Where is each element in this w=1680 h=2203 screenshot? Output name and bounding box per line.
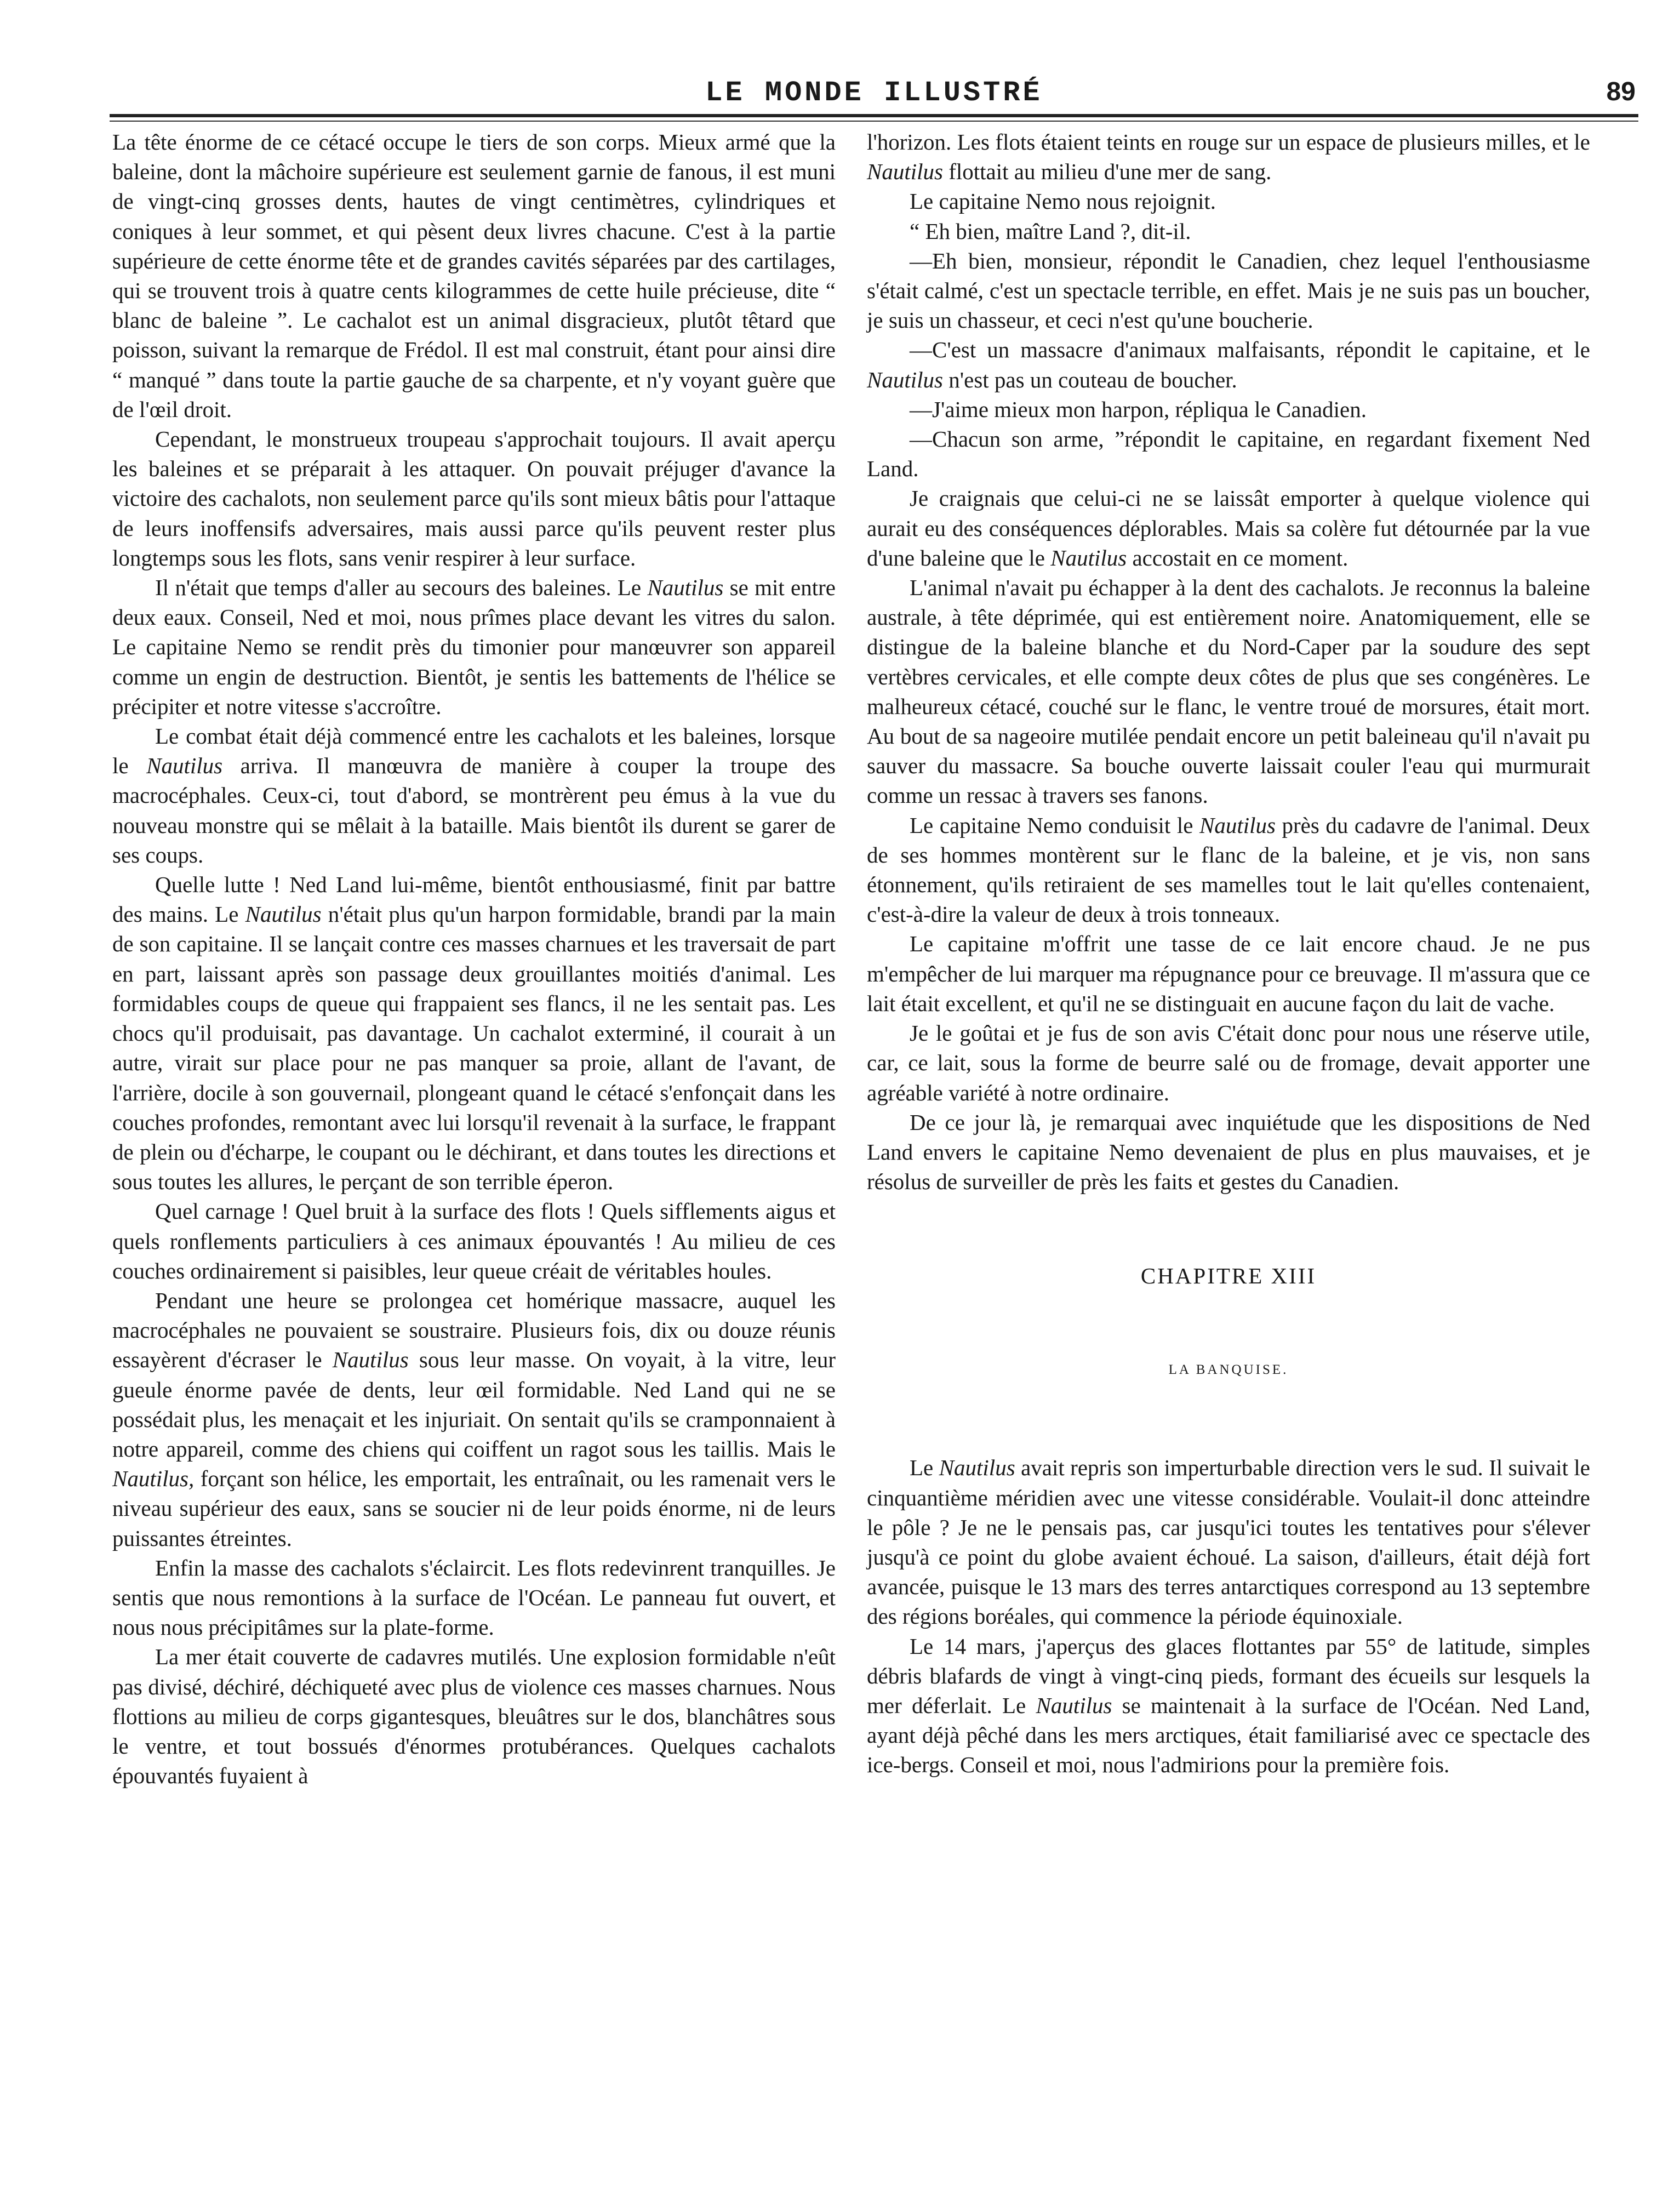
chapter-heading: CHAPITRE XIII: [1140, 1263, 1317, 1289]
paragraph: La mer était couverte de cadavres mutilés. Une explosion formidable n'eût pas divisé, déchiré, déchiqueté avec plus de violence ces masses charnues. Nous flottions au milieu de corps gigantesques, bleuâtres sur le dos, blanchâtres sous le ventre, et tout bossués d'énormes protubérances. Quelques cachalots épouvantés fuyaient à: [112, 1644, 836, 1789]
paragraph: Quelle lutte ! Ned Land lui-même, bientôt enthousiasmé, finit par battre des mains. Le Nautilus n'était plus qu'un harpon formidable, brandi par la main de son capitaine. Il se lançait contre ces masses charnues et les traversait de part en part, laissant après son passage deux grouillantes moitiés d'animal. Les formidables coups de queue qui frappaient ses flancs, il ne les sentait pas. Les chocs qu'il produisait, pas davantage. Un cachalot exterminé, il courait à un autre, virait sur place pour ne pas manquer sa proie, allant de l'avant, de l'arrière, docile à son gouvernail, plongeant quand le cétacé s'enfonçait dans les couches profondes, remontant avec lui lorsqu'il revenait à la surface, le frappant de plein ou d'écharpe, le coupant ou le déchirant, et dans toutes les directions et sous toutes les allures, le perçant de son terrible éperon.: [112, 872, 836, 1195]
page-number: 89: [1606, 77, 1636, 106]
newspaper-title: LE MONDE ILLUSTRÉ: [705, 77, 1043, 109]
paragraph: Le combat était déjà commencé entre les cachalots et les baleines, lorsque le Nautilus arriva. Il manœuvra de manière à couper la troupe des macrocéphales. Ceux-ci, tout d'abord, se montrèrent peu émus à la vue du nouveau monstre qui se mêlait à la bataille. Mais bientôt ils durent se garer de ses coups.: [112, 723, 836, 867]
paragraph: —J'aime mieux mon harpon, répliqua le Canadien.: [910, 396, 1367, 422]
paragraph: Le capitaine Nemo conduisit le Nautilus près du cadavre de l'animal. Deux de ses hommes montèrent sur le flanc de la baleine, et je vis, non sans étonnement, qu'ils retiraient de ses mamelles tout le lait qu'elles contenaient, c'est-à-dire la valeur de deux à trois tonneaux.: [867, 812, 1591, 927]
paragraph: l'horizon. Les flots étaient teints en rouge sur un espace de plusieurs milles, et le Nautilus flottait au milieu d'une mer de sang.: [867, 129, 1590, 185]
paragraph: Cependant, le monstrueux troupeau s'approchait toujours. Il avait aperçu les baleines et se préparait à les attaquer. On pouvait préjuger d'avance la victoire des cachalots, non seulement parce qu'ils sont mieux bâtis pour l'attaque de leurs inoffensifs adversaires, mais aussi parce qu'ils peuvent rester plus longtemps sous les flots, sans venir respirer à leur surface.: [112, 426, 836, 570]
paragraph: Enfin la masse des cachalots s'éclaircit. Les flots redevinrent tranquilles. Je sentis que nous remontions à la surface de l'Océan. Le panneau fut ouvert, et nous nous précipitâmes sur la plate-forme.: [112, 1555, 836, 1640]
header-rule-thin: [110, 121, 1638, 122]
paragraph: Pendant une heure se prolongea cet homérique massacre, auquel les macrocéphales ne pouvaient se soustraire. Plusieurs fois, dix ou douze réunis essayèrent d'écraser le Nautilus sous leur masse. On voyait, à la vitre, leur gueule énorme pavée de dents, leur œil formidable. Ned Land qui ne se possédait plus, les menaçait et les injuriait. On sentait qu'ils se cramponnaient à notre appareil, comme des chiens qui coiffent un ragot sous les taillis. Mais le Nautilus, forçant son hélice, les emportait, les entraînait, ou les ramenait vers le niveau supérieur des eaux, sans se soucier ni de leur poids énorme, ni de leurs puissantes étreintes.: [112, 1287, 836, 1551]
paragraph: Le 14 mars, j'aperçus des glaces flottantes par 55° de latitude, simples débris blafards de vingt à vingt-cinq pieds, formant des écueils sur lesquels la mer déferlait. Le Nautilus se maintenait à la surface de l'Océan. Ned Land, ayant déjà pêché dans les mers arctiques, était familiarisé avec ce spectacle des ice-bergs. Conseil et moi, nous l'admirions pour la première fois.: [867, 1633, 1590, 1778]
paragraph: De ce jour là, je remarquai avec inquiétude que les dispositions de Ned Land envers le capitaine Nemo devenaient de plus en plus mauvaises, et je résolus de surveiller de près les faits et gestes du Canadien.: [867, 1109, 1590, 1195]
paragraph: Je craignais que celui-ci ne se laissât emporter à quelque violence qui aurait eu des conséquences déplorables. Mais sa colère fut détournée par la vue d'une baleine que le Nautilus accostait en ce moment.: [867, 486, 1590, 570]
paragraph: Il n'était que temps d'aller au secours des baleines. Le Nautilus se mit entre deux eaux. Conseil, Ned et moi, nous prîmes place devant les vitres du salon. Le capitaine Nemo se rendit près du timonier pour manœuvrer son appareil comme un engin de destruction. Bientôt, je sentis les battements de l'hélice se précipiter et notre vitesse s'accroître.: [112, 575, 836, 719]
paragraph: “ Eh bien, maître Land ?, dit-il.: [910, 218, 1191, 244]
header-rule-thick: [110, 114, 1638, 117]
paragraph: Quel carnage ! Quel bruit à la surface des flots ! Quels sifflements aigus et quels ronflements particuliers à ces animaux épouvantés ! Au milieu de ces couches ordinairement si paisibles, leur queue créait de véritables houles.: [112, 1198, 836, 1283]
paragraph: Le Nautilus avait repris son imperturbable direction vers le sud. Il suivait le cinquantième méridien avec une vitesse considérable. Voulait-il donc atteindre le pôle ? Je ne le pensais pas, car jusqu'ici toutes les tentatives pour s'élever jusqu'à ce point du globe avaient échoué. La saison, d'ailleurs, était déjà fort avancée, puisque le 13 mars des terres antarctiques correspond au 13 septembre des régions boréales, qui commence la période équinoxiale.: [867, 1455, 1591, 1629]
paragraph: Le capitaine Nemo nous rejoignit.: [910, 189, 1216, 214]
paragraph: La tête énorme de ce cétacé occupe le tiers de son corps. Mieux armé que la baleine, dont la mâchoire supérieure est seulement garnie de fanous, il est muni de vingt-cinq grosses dents, hautes de vingt centimètres, cylindriques et coniques à leur sommet, et qui pèsent deux livres chacune. C'est à la partie supérieure de cette énorme tête et de grandes cavités séparées par des cartilages, qui se trouvent trois à quatre cents kilogrammes de cette huile précieuse, dite “ blanc de baleine ”. Le cachalot est un animal disgracieux, plutôt têtard que poisson, suivant la remarque de Frédol. Il est mal construit, étant pour ainsi dire “ manqué ” dans toute la partie gauche de sa charpente, et n'y voyant guère que de l'œil droit.: [112, 129, 836, 422]
paragraph: Je le goûtai et je fus de son avis C'était donc pour nous une réserve utile, car, ce lait, sous la forme de beurre salé ou de fromage, devait apporter une agréable variété à notre ordinaire.: [867, 1020, 1590, 1105]
paragraph: L'animal n'avait pu échapper à la dent des cachalots. Je reconnus la baleine australe, à tête déprimée, qui est entièrement noire. Anatomiquement, elle se distingue de la baleine blanche et du Nord-Caper par la soudure des sept vertèbres cervicales, et elle compte deux côtes de plus que ses congénères. Le malheureux cétacé, couché sur le flanc, le ventre troué de morsures, était mort. Au bout de sa nageoire mutilée pendait encore un petit baleineau qu'il n'avait pu sauver du massacre. Sa bouche ouverte laissait couler l'eau qui murmurait comme un ressac à travers ses fanons.: [867, 575, 1590, 808]
left-column: [112, 127, 836, 1790]
right-column: [867, 127, 1590, 1780]
paragraph: —C'est un massacre d'animaux malfaisants, répondit le capitaine, et le Nautilus n'est pas un couteau de boucher.: [867, 337, 1590, 392]
chapter-subtitle: LA BANQUISE.: [1168, 1362, 1289, 1378]
paragraph: —Chacun son arme, ”répondit le capitaine, en regardant fixement Ned Land.: [867, 426, 1590, 482]
paragraph: —Eh bien, monsieur, répondit le Canadien, chez lequel l'enthousiasme s'était calmé, c'est un spectacle terrible, en effet. Mais je ne suis pas un boucher, je suis un chasseur, et ceci n'est qu'une boucherie.: [867, 248, 1590, 333]
paragraph: Le capitaine m'offrit une tasse de ce lait encore chaud. Je ne pus m'empêcher de lui marquer ma répugnance pour ce breuvage. Il m'assura que ce lait était excellent, et qu'il ne se distinguait en aucune façon du lait de vache.: [867, 931, 1590, 1016]
